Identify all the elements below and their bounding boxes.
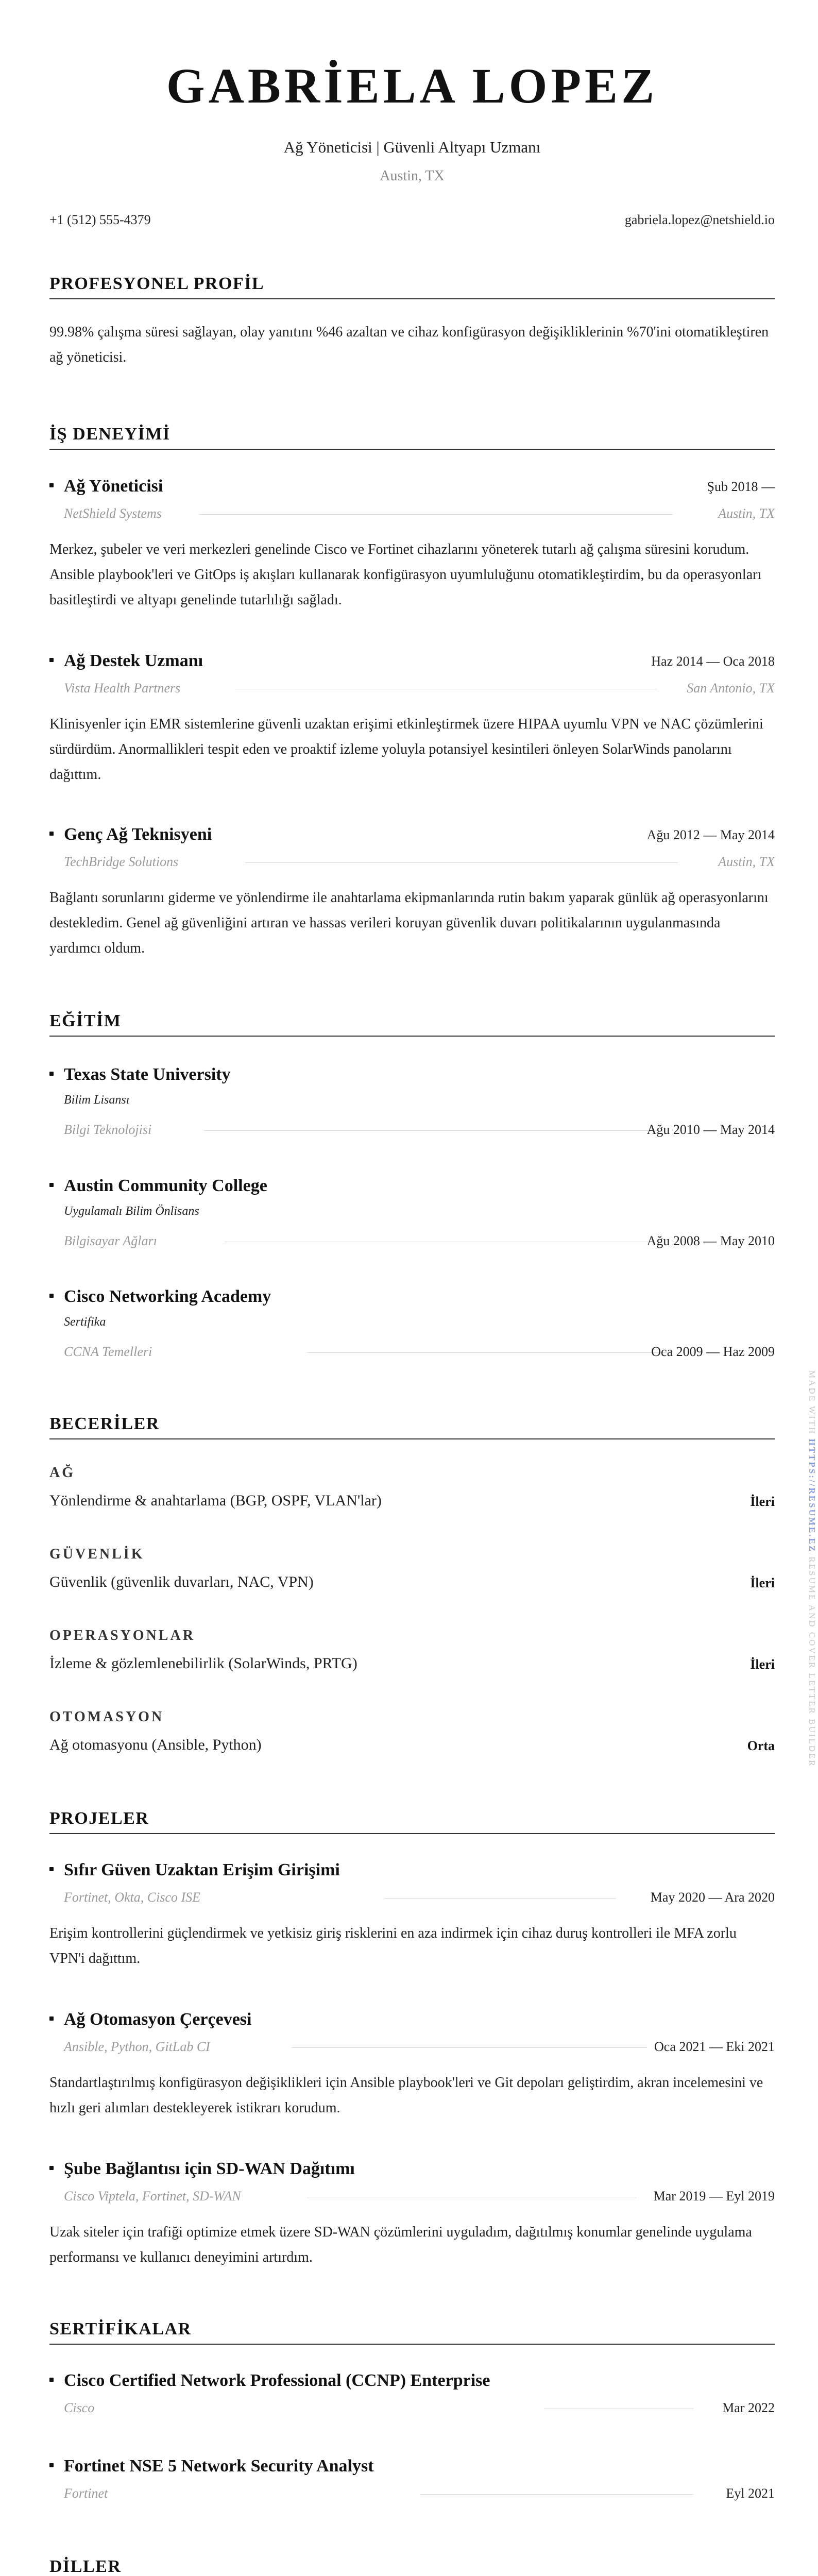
experience-section-title: İŞ DENEYİMİ: [49, 424, 775, 450]
bullet-marker: [49, 2378, 54, 2382]
project-name: Şube Bağlantısı için SD-WAN Dağıtımı: [64, 2159, 355, 2178]
degree: Sertifika: [64, 1315, 106, 1329]
certification-date: Eyl 2021: [726, 2486, 775, 2501]
skill-row: [49, 1654, 775, 1673]
job-role: Ağ Yöneticisi: [64, 477, 163, 496]
project-description: Erişim kontrollerini güçlendirmek ve yetkisiz giriş risklerini en aza indirmek için cihaz duruş kontrolleri ile MFA zorlu VPN'i dağıttım.: [49, 1925, 737, 1967]
bullet-marker: [49, 832, 54, 836]
school-name: Austin Community College: [64, 1176, 267, 1195]
divider: [307, 1352, 668, 1353]
watermark-prefix: MADE WITH: [807, 1370, 817, 1435]
job-date: Ağu 2012 — May 2014: [646, 827, 775, 842]
skill-name: İzleme & gözlemlenebilirlik (SolarWinds, PRTG): [49, 1655, 357, 1672]
skill-level: İleri: [750, 1575, 775, 1590]
certification-issuer: Fortinet: [64, 2486, 108, 2501]
divider: [420, 2494, 693, 2495]
skill-category: AĞ: [49, 1465, 75, 1481]
skills-section-title: BECERİLER: [49, 1414, 775, 1439]
profile-section-title: PROFESYONEL PROFİL: [49, 274, 775, 299]
project-name: Sıfır Güven Uzaktan Erişim Girişimi: [64, 1860, 340, 1879]
bullet-marker: [49, 1294, 54, 1298]
degree: Bilim Lisansı: [64, 1093, 130, 1107]
divider: [384, 1898, 616, 1899]
divider: [204, 1130, 657, 1131]
job-company: TechBridge Solutions: [64, 854, 179, 869]
job-date: Haz 2014 — Oca 2018: [651, 654, 775, 669]
bullet-marker: [49, 2463, 54, 2467]
divider: [245, 862, 678, 863]
skill-level: İleri: [750, 1657, 775, 1672]
skill-category: OTOMASYON: [49, 1709, 164, 1725]
project-description: Uzak siteler için trafiği optimize etmek üzere SD-WAN çözümlerini uyguladım, dağıtılmış konumlar genelinde uygulama performansı ve kullanıcı deneyimini artırdım.: [49, 2224, 752, 2265]
bullet-marker: [49, 2166, 54, 2170]
education-date: Ağu 2008 — May 2010: [646, 1233, 775, 1248]
bullet-marker: [49, 1183, 54, 1187]
phone-number[interactable]: +1 (512) 555-4379: [49, 212, 151, 227]
bullet-marker: [49, 1072, 54, 1076]
watermark-link[interactable]: HTTPS://RESUME.EZ: [807, 1438, 817, 1553]
job-description: Klinisyenler için EMR sistemlerine güvenli uzaktan erişimi etkinleştirmek üzere HIPAA uyumlu VPN ve NAC çözümlerini sürdürdüm. Anormallikleri tespit eden ve proaktif izleme yoluyla potansiyel kesintileri önleyen SolarWinds panolarını dağıttım.: [49, 716, 763, 783]
job-role: Ağ Destek Uzmanı: [64, 651, 203, 670]
education-section-title: EĞİTİM: [49, 1011, 775, 1037]
field-of-study: CCNA Temelleri: [64, 1344, 152, 1359]
divider: [199, 514, 673, 515]
field-of-study: Bilgi Teknolojisi: [64, 1122, 152, 1137]
job-description: Merkez, şubeler ve veri merkezleri genelinde Cisco ve Fortinet cihazlarını yöneterek tutarlı ağ çalışma süresini korudum. Ansible playbook'leri ve GitOps iş akışları kullanarak konfigürasyon uyumluluğunu otomatikleştirdim, bu da operasyonları basitleştirdi ve altyapı genelinde tutarlılığı sağladı.: [49, 541, 762, 608]
candidate-name: GABRİELA LOPEZ: [166, 58, 658, 113]
school-name: Texas State University: [64, 1065, 231, 1084]
certification-issuer: Cisco: [64, 2400, 95, 2415]
skill-name: Ağ otomasyonu (Ansible, Python): [49, 1736, 262, 1753]
divider: [292, 2047, 647, 2048]
skill-category: GÜVENLİK: [49, 1546, 145, 1562]
certification-name: Fortinet NSE 5 Network Security Analyst: [64, 2456, 374, 2476]
projects-section-title: PROJELER: [49, 1808, 775, 1834]
location: Austin, TX: [380, 168, 445, 184]
made-with-watermark: [802, 1370, 817, 1834]
certification-date: Mar 2022: [722, 2400, 775, 2415]
job-date: Şub 2018 —: [707, 479, 775, 494]
skill-category: OPERASYONLAR: [49, 1628, 195, 1643]
degree: Uygulamalı Bilim Önlisans: [64, 1205, 199, 1218]
school-name: Cisco Networking Academy: [64, 1287, 271, 1306]
watermark-suffix: RESUME AND COVER LETTER BUILDER: [807, 1556, 817, 1768]
job-location: San Antonio, TX: [687, 681, 775, 696]
bullet-marker: [49, 483, 54, 487]
bullet-marker: [49, 1867, 54, 1871]
certifications-section-title: SERTİFİKALAR: [49, 2319, 775, 2345]
skill-row: [49, 1573, 775, 1591]
project-date: Mar 2019 — Eyl 2019: [653, 2189, 775, 2204]
project-tech: Cisco Viptela, Fortinet, SD-WAN: [64, 2189, 241, 2204]
job-company: NetShield Systems: [64, 506, 162, 521]
project-date: Oca 2021 — Eki 2021: [654, 2039, 775, 2054]
job-location: Austin, TX: [718, 854, 775, 869]
skill-row: [49, 1736, 775, 1754]
job-company: Vista Health Partners: [64, 681, 181, 696]
education-date: Ağu 2010 — May 2014: [646, 1122, 775, 1137]
skill-name: Güvenlik (güvenlik duvarları, NAC, VPN): [49, 1573, 314, 1590]
bullet-marker: [49, 2016, 54, 2021]
project-description: Standartlaştırılmış konfigürasyon değişiklikleri için Ansible playbook'leri ve Git depoları geliştirdim, akran incelemesini ve hızlı geri alımları destekleyerek istikrarı korudum.: [49, 2075, 763, 2116]
job-role: Genç Ağ Teknisyeni: [64, 825, 212, 844]
skill-name: Yönlendirme & anahtarlama (BGP, OSPF, VLAN'lar): [49, 1492, 382, 1509]
project-tech: Ansible, Python, GitLab CI: [64, 2039, 210, 2054]
skill-level: Orta: [747, 1738, 775, 1753]
project-name: Ağ Otomasyon Çerçevesi: [64, 2010, 252, 2029]
education-date: Oca 2009 — Haz 2009: [651, 1344, 775, 1359]
bullet-marker: [49, 658, 54, 662]
project-tech: Fortinet, Okta, Cisco ISE: [64, 1890, 201, 1905]
languages-section-title: DİLLER: [49, 2556, 775, 2576]
profile-text: 99.98% çalışma süresi sağlayan, olay yanıtını %46 azaltan ve cihaz konfigürasyon değişikliklerinin %70'ini otomatikleştiren ağ yöneticisi.: [49, 324, 769, 365]
field-of-study: Bilgisayar Ağları: [64, 1233, 157, 1248]
email-address[interactable]: gabriela.lopez@netshield.io: [624, 212, 775, 227]
headline: Ağ Yöneticisi | Güvenli Altyapı Uzmanı: [283, 138, 541, 156]
job-location: Austin, TX: [718, 506, 775, 521]
skill-level: İleri: [750, 1494, 775, 1509]
project-date: May 2020 — Ara 2020: [650, 1890, 775, 1905]
job-description: Bağlantı sorunlarını giderme ve yönlendirme ile anahtarlama ekipmanlarında rutin bakım yaparak günlük ağ operasyonlarını destekledim. Genel ağ güvenliğini artıran ve hassas verileri koruyan güvenlik duvarı politikalarının uygulanmasında yardımcı oldum.: [49, 890, 769, 956]
certification-name: Cisco Certified Network Professional (CCNP) Enterprise: [64, 2371, 490, 2390]
skill-row: [49, 1492, 775, 1510]
